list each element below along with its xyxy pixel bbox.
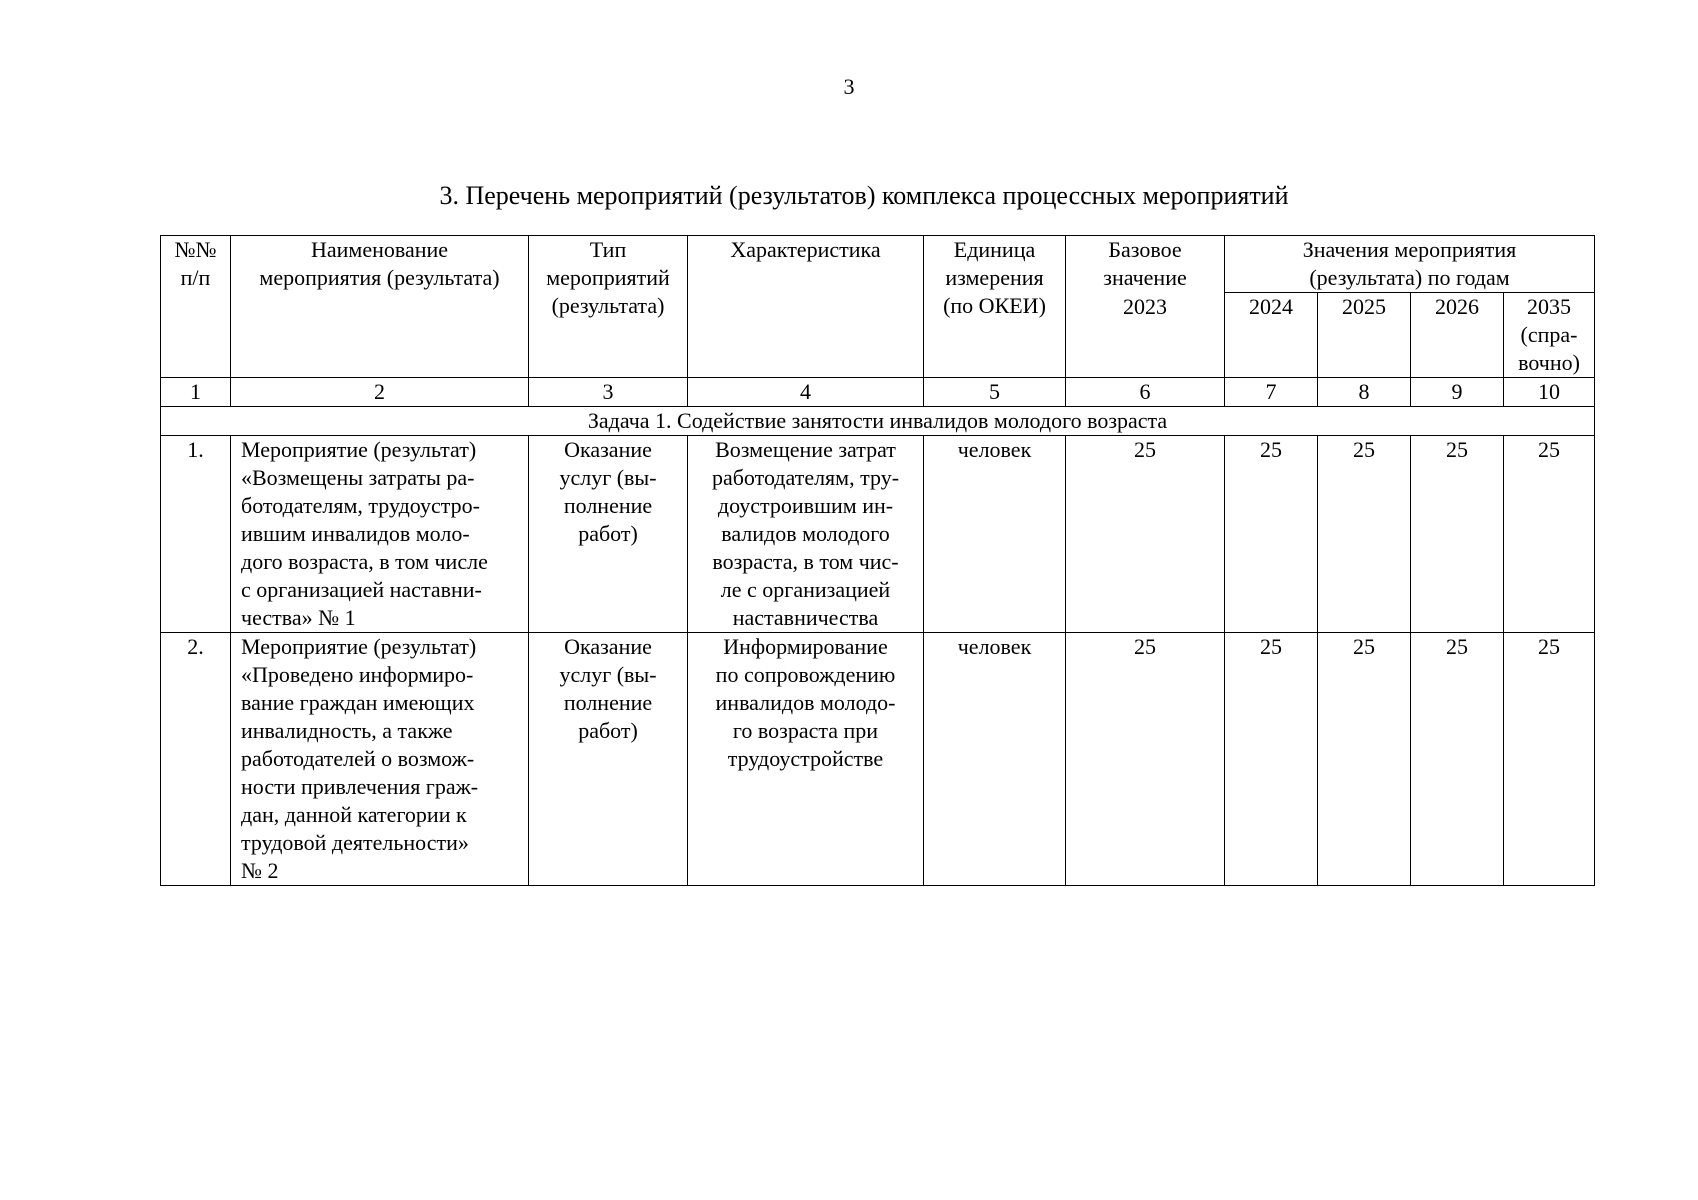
row-value-2026: 25 <box>1411 633 1504 886</box>
header-year-2026: 2026 <box>1411 293 1504 378</box>
header-num: №№ п/п <box>161 236 231 378</box>
header-year-2024: 2024 <box>1225 293 1318 378</box>
column-number: 10 <box>1504 378 1595 407</box>
row-value-2026: 25 <box>1411 436 1504 633</box>
row-num: 1. <box>161 436 231 633</box>
row-value-2024: 25 <box>1225 436 1318 633</box>
row-num: 2. <box>161 633 231 886</box>
column-number: 1 <box>161 378 231 407</box>
row-value-2025: 25 <box>1318 436 1411 633</box>
column-number: 7 <box>1225 378 1318 407</box>
row-characteristic: Информирование по сопровождению инвалидов молодо- го возраста при трудоустройстве <box>688 633 924 886</box>
header-row-1 <box>161 236 1595 293</box>
column-number: 9 <box>1411 378 1504 407</box>
row-value-2035: 25 <box>1504 436 1595 633</box>
task-row <box>161 407 1595 436</box>
section-title: 3. Перечень мероприятий (результатов) комплекса процессных мероприятий <box>439 181 1289 210</box>
header-year-2025: 2025 <box>1318 293 1411 378</box>
header-type: Тип мероприятий (результата) <box>529 236 688 378</box>
row-base: 25 <box>1066 436 1225 633</box>
row-unit: человек <box>924 633 1066 886</box>
row-name: Мероприятие (результат) «Проведено информиро- вание граждан имеющих инвалидность, а также работодателей о возмож- ности привлечения граж- дан, данной категории к трудовой деятельности» № 2 <box>231 633 529 886</box>
row-value-2025: 25 <box>1318 633 1411 886</box>
measures-table <box>160 235 1595 886</box>
page-number: 3 <box>843 74 855 99</box>
table-row <box>161 633 1595 886</box>
row-base: 25 <box>1066 633 1225 886</box>
header-unit: Единица измерения (по ОКЕИ) <box>924 236 1066 378</box>
row-characteristic: Возмещение затрат работодателям, тру- доустроившим ин- валидов молодого возраста, в том чис- ле с организацией наставничества <box>688 436 924 633</box>
row-unit: человек <box>924 436 1066 633</box>
header-values-group: Значения мероприятия (результата) по годам <box>1225 236 1595 293</box>
column-number: 8 <box>1318 378 1411 407</box>
row-name: Мероприятие (результат) «Возмещены затраты ра- ботодателям, трудоустро- ившим инвалидов моло- дого возраста, в том числе с организацией наставни- чества» № 1 <box>231 436 529 633</box>
header-characteristic: Характеристика <box>688 236 924 378</box>
row-value-2024: 25 <box>1225 633 1318 886</box>
header-base-year: 2023 <box>1066 293 1225 378</box>
column-number: 6 <box>1066 378 1225 407</box>
header-year-2035: 2035 (спра- вочно) <box>1504 293 1595 378</box>
row-type: Оказание услуг (вы- полнение работ) <box>529 436 688 633</box>
column-number: 2 <box>231 378 529 407</box>
row-value-2035: 25 <box>1504 633 1595 886</box>
row-type: Оказание услуг (вы- полнение работ) <box>529 633 688 886</box>
column-number: 5 <box>924 378 1066 407</box>
column-numbers-row <box>161 378 1595 407</box>
table-row <box>161 436 1595 633</box>
task-title: Задача 1. Содействие занятости инвалидов молодого возраста <box>161 407 1595 436</box>
header-name: Наименование мероприятия (результата) <box>231 236 529 378</box>
column-number: 4 <box>688 378 924 407</box>
header-base: Базовое значение <box>1066 236 1225 293</box>
column-number: 3 <box>529 378 688 407</box>
